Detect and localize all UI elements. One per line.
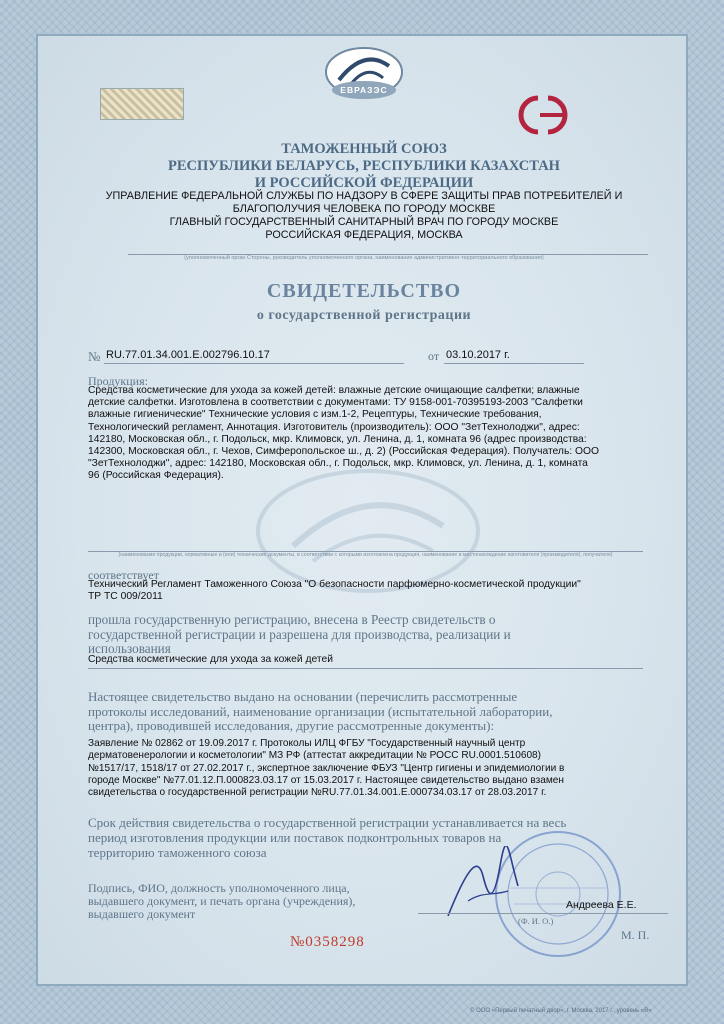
basis-typed-line: свидетельства о государственной регистрации №RU.77.01.34.001.Е.000734.03.17 от 28.03.2017 г. — [88, 787, 547, 799]
certificate-body — [36, 34, 688, 986]
basis-typed-line: №1517/17, 1518/17 от 27.02.2017 г., экспертное заключение ФБУЗ "Центр гигиены и эпидемиологии в — [88, 762, 565, 774]
se-mark — [512, 92, 574, 138]
eurasec-emblem — [321, 44, 407, 106]
product-text — [88, 385, 688, 483]
certificate-subtitle: о государственной регистрации — [256, 308, 472, 323]
conformity-line: Технический Регламент Таможенного Союза "О безопасности парфюмерно-косметической продукции" — [88, 579, 581, 590]
product-line: 96 (Российская Федерация). — [88, 470, 224, 482]
registration-number: RU.77.01.34.001.Е.002796.10.17 — [106, 349, 270, 361]
se-mark-icon — [512, 92, 574, 138]
mp-label: М. П. — [621, 928, 650, 942]
basis-printed-line: центра), проводившей исследования, другие рассмотренные документы): — [88, 718, 495, 733]
registry-text — [88, 613, 648, 657]
registration-date: 03.10.2017 г. — [446, 349, 510, 361]
registry-line: использования — [88, 641, 171, 656]
signature-printed-line: выдавшего документ — [88, 907, 196, 922]
product-label: Продукция: — [88, 374, 148, 388]
signature-printed-line: выдавшего документ, и печать органа (учреждения), — [88, 894, 356, 909]
emblem-label: ЕВРАЗЭС — [340, 85, 388, 95]
number-label: № — [88, 349, 101, 364]
product-caption: (наименование продукции, нормативные и (или) технические документы, в соответствии с которыми изготовлена продукция, наименование и местонахождение изготовителя (производителя), получателя) — [118, 552, 613, 558]
product-line: 142180, Московская обл., г. Подольск, мкр. Климовск, ул. Ленина, д. 1, комната 96 (адрес производства: — [88, 433, 587, 445]
basis-printed-line: протоколы исследований, наименование организации (испытательной лаборатории, — [88, 703, 553, 719]
conformity-text — [88, 579, 688, 603]
signatory-name: Андреева Е.Е. — [566, 899, 637, 911]
basis-typed-line: городе Москве" №77.01.12.П.000823.03.17 от 15.03.2017 г. Настоящее свидетельство выдано взамен — [88, 774, 564, 786]
union-line-1: ТАМОЖЕННЫЙ СОЮЗ — [281, 141, 447, 157]
eurasec-watermark-icon — [253, 466, 483, 596]
basis-typed — [88, 738, 688, 799]
registry-usage: Средства косметические для ухода за кожей детей — [88, 654, 333, 665]
eurasec-emblem-icon — [321, 44, 407, 106]
union-line-2: РЕСПУБЛИКИ БЕЛАРУСЬ, РЕСПУБЛИКИ КАЗАХСТАН — [168, 158, 560, 174]
hologram-patch — [100, 88, 184, 120]
product-line: детские салфетки. Изготовлена в соответствии с документами: ТУ 9158-001-70395193-2003 "Салфетки — [88, 397, 583, 409]
basis-typed-line: дерматовенерологии и косметологии" МЗ РФ (аттестат аккредитации № РОСС RU.0001.510608) — [88, 750, 542, 762]
validity-line: период изготовления продукции или поставок подконтрольных товаров на — [88, 829, 502, 845]
conformity-label: соответствует — [88, 568, 159, 582]
product-line: 142300, Московская обл., г. Чехов, Симферопольское ш., д. 2) (Российская Федерация). Получатель: ООО — [88, 446, 600, 458]
authority-line-3: ГЛАВНЫЙ ГОСУДАРСТВЕННЫЙ САНИТАРНЫЙ ВРАЧ ПО ГОРОДУ МОСКВЕ — [169, 216, 559, 228]
union-line-3: И РОССИЙСКОЙ ФЕДЕРАЦИИ — [254, 175, 474, 191]
serial-number: №0358298 — [290, 934, 365, 950]
basis-printed-line: Настоящее свидетельство выдано на основании (перечислить рассмотренные — [88, 689, 518, 704]
signature-printed — [88, 882, 388, 922]
basis-typed-line: Заявление № 02862 от 19.09.2017 г. Протоколы ИЛЦ ФГБУ "Государственный научный центр — [88, 738, 526, 749]
product-line: Технологический регламент, Аннотация. Изготовитель (производитель): ООО "ЗетТехнолоджи", адрес: — [88, 421, 580, 433]
authority-line-1: УПРАВЛЕНИЕ ФЕДЕРАЛЬНОЙ СЛУЖБЫ ПО НАДЗОРУ В СФЕРЕ ЗАЩИТЫ ПРАВ ПОТРЕБИТЕЛЕЙ И — [105, 190, 623, 202]
product-line: влажные гигиенические" Технические условия с изм.1-2, Рецептуры, Технические требования, — [88, 409, 542, 421]
conformity-line: ТР ТС 009/2011 — [88, 591, 163, 602]
signature-printed-line: Подпись, ФИО, должность уполномоченного лица, — [88, 881, 350, 895]
date-label: от — [428, 349, 440, 363]
validity-line: Срок действия свидетельства о государственной регистрации устанавливается на весь — [88, 815, 567, 830]
registry-line: государственной регистрации и разрешена для производства, реализации и — [88, 626, 511, 642]
footer-imprint: © ООО «Первый печатный двор», г. Москва, 2017 г., уровень «В» — [470, 1008, 652, 1014]
authority-line-2: БЛАГОПОЛУЧИЯ ЧЕЛОВЕКА ПО ГОРОДУ МОСКВЕ — [232, 203, 496, 215]
handwritten-signature-icon — [438, 846, 528, 926]
validity-line: территорию таможенного союза — [88, 844, 267, 860]
certificate-title: СВИДЕТЕЛЬСТВО — [266, 280, 462, 302]
authority-line-4: РОССИЙСКАЯ ФЕДЕРАЦИЯ, МОСКВА — [265, 229, 463, 241]
product-line: "ЗетТехнолоджи", адрес: 142180, Московская обл., г. Подольск, мкр. Климовск, ул. Ленина, д. 1, комната — [88, 458, 588, 470]
product-line: Средства косметические для ухода за кожей детей: влажные детские очищающие салфетки; влажные — [88, 385, 580, 396]
basis-printed — [88, 690, 648, 734]
authority-caption: (уполномоченный орган Стороны, руководитель уполномоченного органа, наименование административно-территориального образования) — [184, 255, 544, 261]
fio-caption: (Ф. И. О.) — [518, 916, 554, 926]
registry-line: прошла государственную регистрацию, внесена в Реестр свидетельств о — [88, 612, 496, 627]
